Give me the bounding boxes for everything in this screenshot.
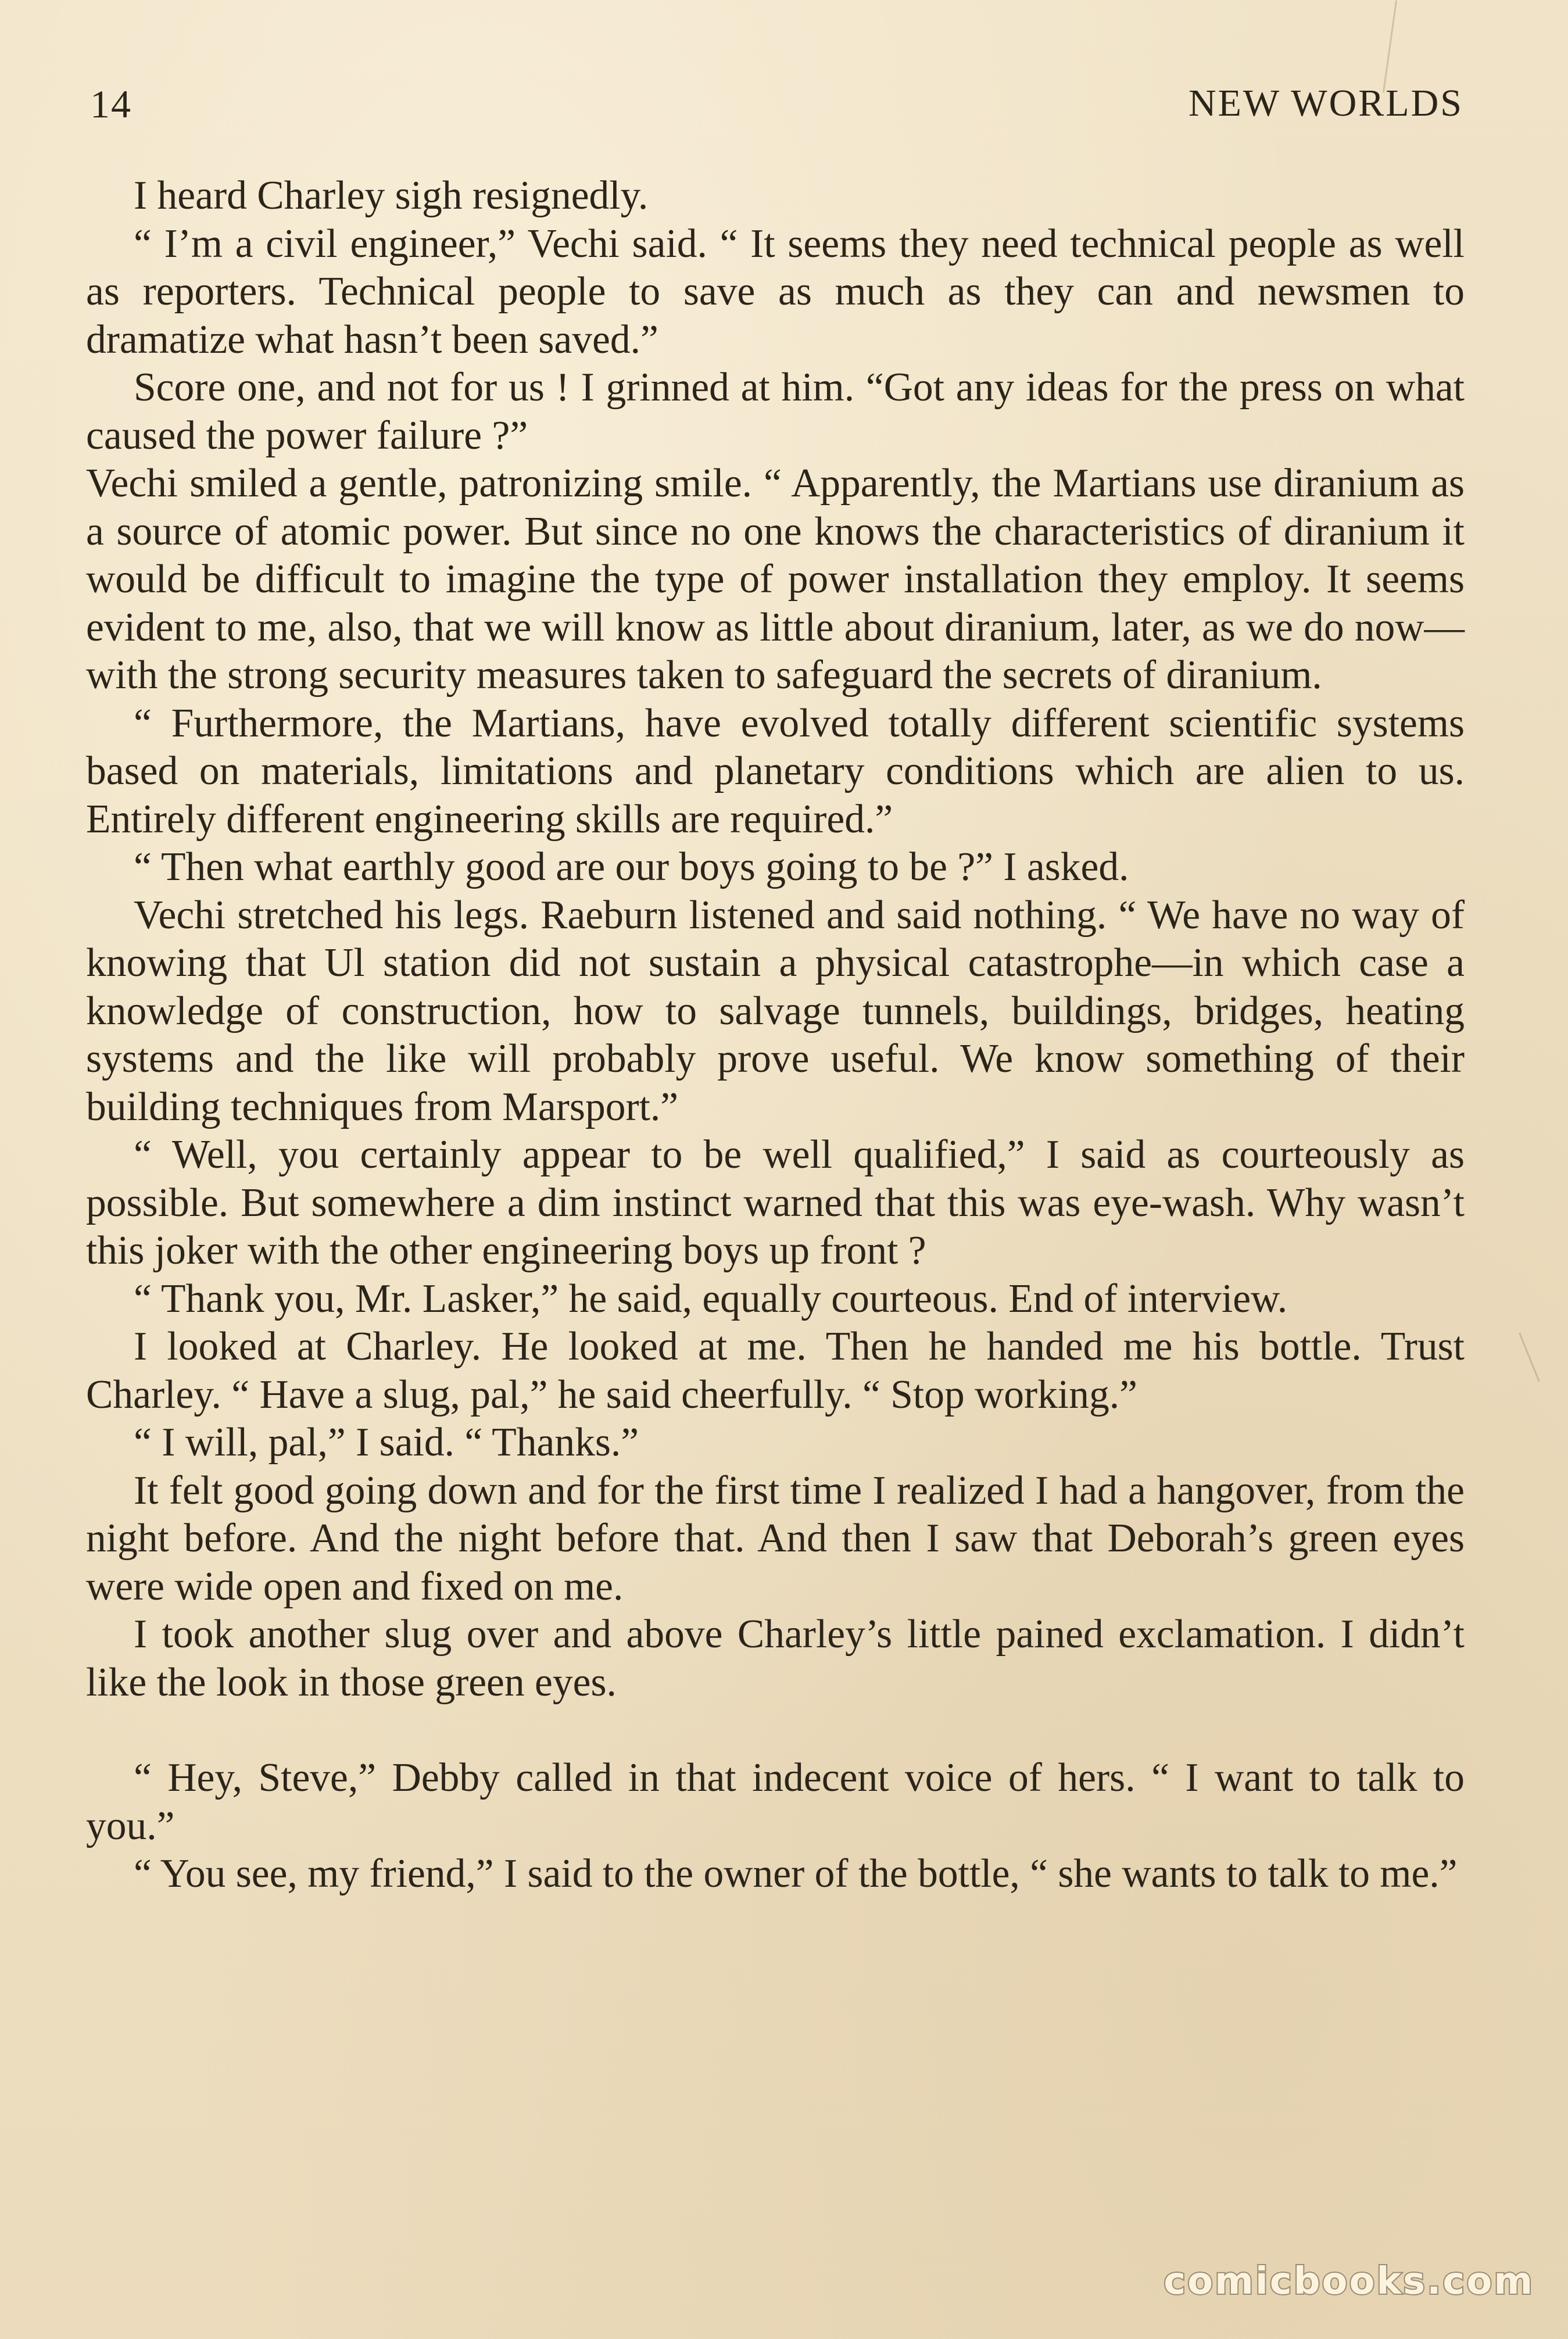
page-number: 14	[90, 82, 132, 126]
paragraph: “ Furthermore, the Martians, have evolved totally different scientific systems based on materials, limitations and planetary conditions which are alien to us. Entirely different engineering skills are required.”	[86, 700, 1465, 842]
paragraph: “ Thank you, Mr. Lasker,” he said, equally courteous. End of interview.	[134, 1276, 1288, 1321]
site-watermark: comicbooks.com	[1164, 2260, 1534, 2303]
paragraph: Score one, and not for us ! I grinned at him. “Got any ideas for the press on what caused the power failure ?”	[86, 365, 1465, 458]
paragraph: “ Then what earthly good are our boys going to be ?” I asked.	[134, 845, 1129, 889]
paragraph: I looked at Charley. He looked at me. Then he handed me his bottle. Trust Charley. “ Have a slug, pal,” he said cheerfully. “ Stop working.”	[86, 1324, 1465, 1417]
paragraph: Vechi smiled a gentle, patronizing smile. “ Apparently, the Martians use diranium as a source of atomic power. But since no one knows the characteristics of diranium it would be difficult to imagine the type of power installation they employ. It seems evident to me, also, that we will know as little about diranium, later, as we do now—with the strong security measures taken to safeguard the secrets of diranium.	[86, 461, 1465, 698]
page-crease-top	[1383, 1, 1397, 93]
page-crease-right	[1519, 1333, 1540, 1382]
page-header	[90, 81, 1463, 134]
paragraph: “ Well, you certainly appear to be well qualified,” I said as courteously as possible. But somewhere a dim instinct warned that this was eye-wash. Why wasn’t this joker with the other engineering boys up front ?	[86, 1132, 1465, 1273]
paragraph: “ You see, my friend,” I said to the owner of the bottle, “ she wants to talk to me.”	[134, 1851, 1458, 1896]
paragraph: “ Hey, Steve,” Debby called in that indecent voice of hers. “ I want to talk to you.”	[86, 1755, 1465, 1848]
paragraph: It felt good going down and for the first time I realized I had a hangover, from the night before. And the night before that. And then I saw that Deborah’s green eyes were wide open and fixed on me.	[86, 1468, 1465, 1609]
paragraph: I took another slug over and above Charley’s little pained exclamation. I didn’t like the look in those green eyes.	[86, 1612, 1465, 1705]
paragraph: “ I’m a civil engineer,” Vechi said. “ It seems they need technical people as well as reporters. Technical people to save as much as they can and newsmen to dramatize what hasn’t been saved.”	[86, 221, 1465, 362]
story-text	[86, 172, 1465, 1898]
paragraph: Vechi stretched his legs. Raeburn listened and said nothing. “ We have no way of knowing that Ul station did not sustain a physical catastrophe—in which case a knowledge of construction, how to salvage tunnels, buildings, bridges, heating systems and the like will probably prove useful. We know something of their building techniques from Marsport.”	[86, 892, 1465, 1129]
running-title: NEW WORLDS	[1188, 82, 1463, 124]
paragraph: I heard Charley sigh resignedly.	[134, 173, 649, 218]
paragraph: “ I will, pal,” I said. “ Thanks.”	[134, 1420, 639, 1465]
